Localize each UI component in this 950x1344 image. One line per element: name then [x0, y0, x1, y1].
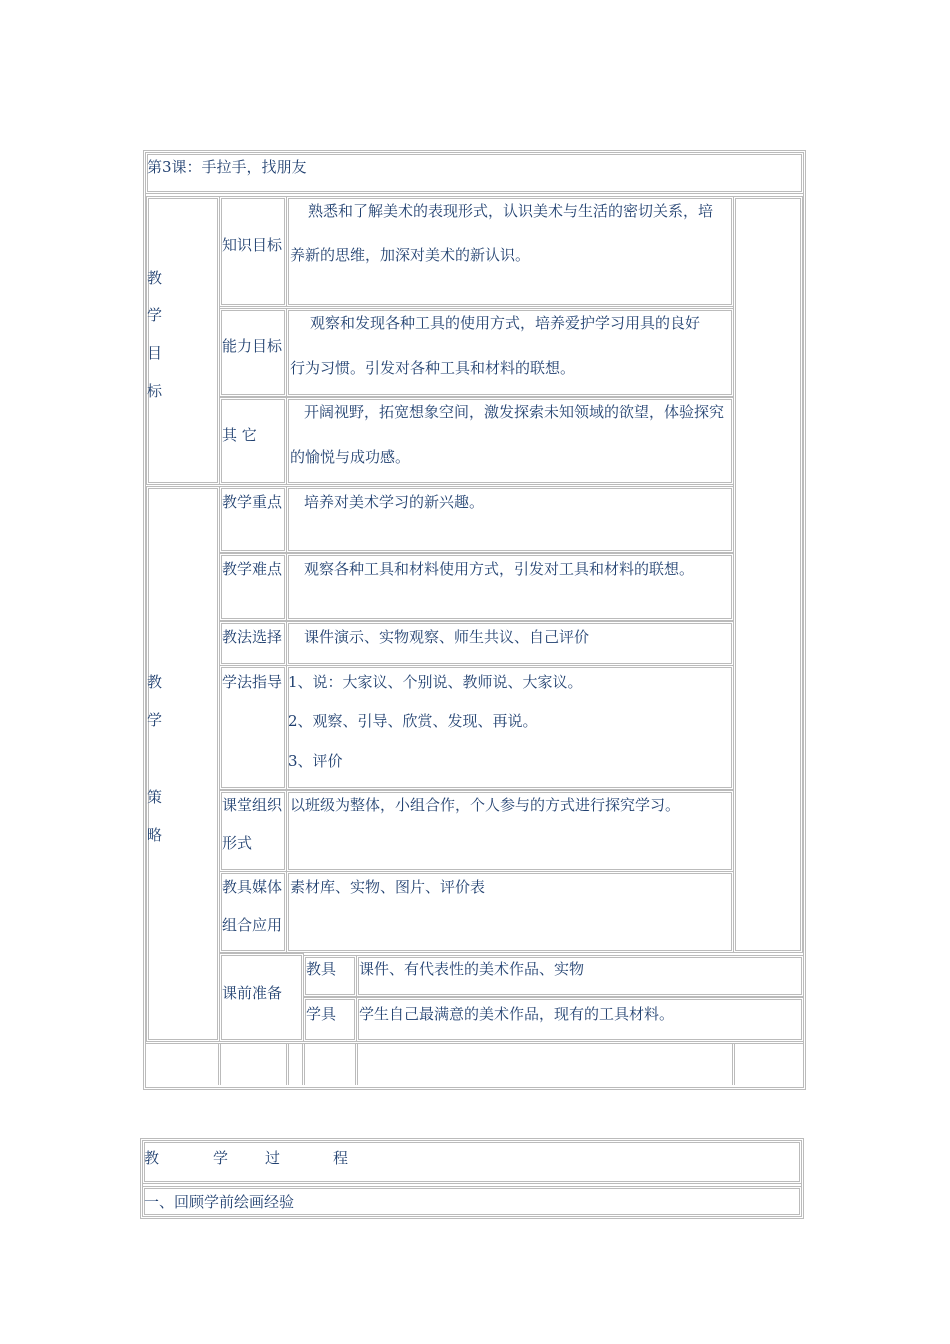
divider: [355, 1043, 358, 1085]
prep-item-value: 学生自己最满意的美术作品，现有的工具材料。: [359, 1005, 675, 1023]
objective-text: 养新的思维，加深对美术的新认识。: [290, 246, 531, 264]
objectives-category-char: 标: [147, 382, 163, 400]
objectives-category-char: 目: [147, 344, 163, 362]
strategy-text: 1、说：大家议、个别说、教师说、大家议。: [288, 673, 583, 691]
strategy-category-char: 策: [147, 788, 163, 806]
process-heading-char: 程: [333, 1149, 349, 1167]
objective-text: 行为习惯。引发对各种工具和材料的联想。: [290, 359, 576, 377]
objective-label: 能力目标: [222, 337, 283, 355]
objectives-category-char: 学: [147, 306, 163, 324]
divider: [286, 1043, 289, 1085]
process-step: 一、回顾学前绘画经验: [144, 1193, 295, 1211]
strategy-label: 形式: [222, 834, 253, 852]
strategy-text: 2、观察、引导、欣赏、发现、再说。: [288, 712, 538, 730]
objective-text: 的愉悦与成功感。: [290, 448, 411, 466]
strategy-label: 教具媒体: [222, 878, 283, 896]
objectives-category-cell: [146, 196, 220, 485]
strategy-label: 课堂组织: [222, 796, 283, 814]
objectives-category-char: 教: [147, 269, 163, 287]
strategy-text: 培养对美术学习的新兴趣。: [304, 493, 485, 511]
objective-label: 知识目标: [222, 236, 283, 254]
empty-column: [733, 196, 803, 953]
strategy-category-cell: [146, 486, 220, 1042]
strategy-label: 教法选择: [222, 628, 283, 646]
objective-text: 熟悉和了解美术的表现形式，认识美术与生活的密切关系，培: [308, 202, 714, 220]
objective-label: 其 它: [222, 426, 257, 444]
strategy-label: 教学重点: [222, 493, 283, 511]
prep-item-label: 教具: [306, 960, 337, 978]
process-heading-cell: [142, 1140, 802, 1184]
strategy-text: 观察各种工具和材料使用方式，引发对工具和材料的联想。: [304, 560, 695, 578]
strategy-category-char: 学: [147, 711, 163, 729]
lesson-title: 第3课：手拉手，找朋友: [147, 158, 307, 176]
strategy-label: 组合应用: [222, 916, 283, 934]
strategy-category-char: 教: [147, 673, 163, 691]
prep-label: 课前准备: [222, 984, 283, 1002]
process-heading-char: 教: [144, 1149, 160, 1167]
process-heading-char: 过: [265, 1149, 281, 1167]
strategy-label: 教学难点: [222, 560, 283, 578]
divider: [218, 1043, 221, 1085]
prep-item-label: 学具: [306, 1005, 337, 1023]
process-heading-char: 学: [213, 1149, 229, 1167]
divider: [732, 1043, 735, 1085]
strategy-category-char: 略: [147, 826, 163, 844]
divider: [146, 1041, 803, 1044]
strategy-text: 素材库、实物、图片、评价表: [290, 878, 486, 896]
divider: [302, 1043, 305, 1085]
strategy-text: 3、评价: [288, 752, 343, 770]
strategy-text: 以班级为整体，小组合作，个人参与的方式进行探究学习。: [290, 796, 681, 814]
prep-item-value: 课件、有代表性的美术作品、实物: [359, 960, 585, 978]
strategy-label: 学法指导: [222, 673, 283, 691]
objective-text: 观察和发现各种工具的使用方式，培养爱护学习用具的良好: [310, 314, 701, 332]
objective-text: 开阔视野，拓宽想象空间，激发探索未知领域的欲望，体验探究: [304, 403, 725, 421]
strategy-text: 课件演示、实物观察、师生共议、自己评价: [304, 628, 590, 646]
